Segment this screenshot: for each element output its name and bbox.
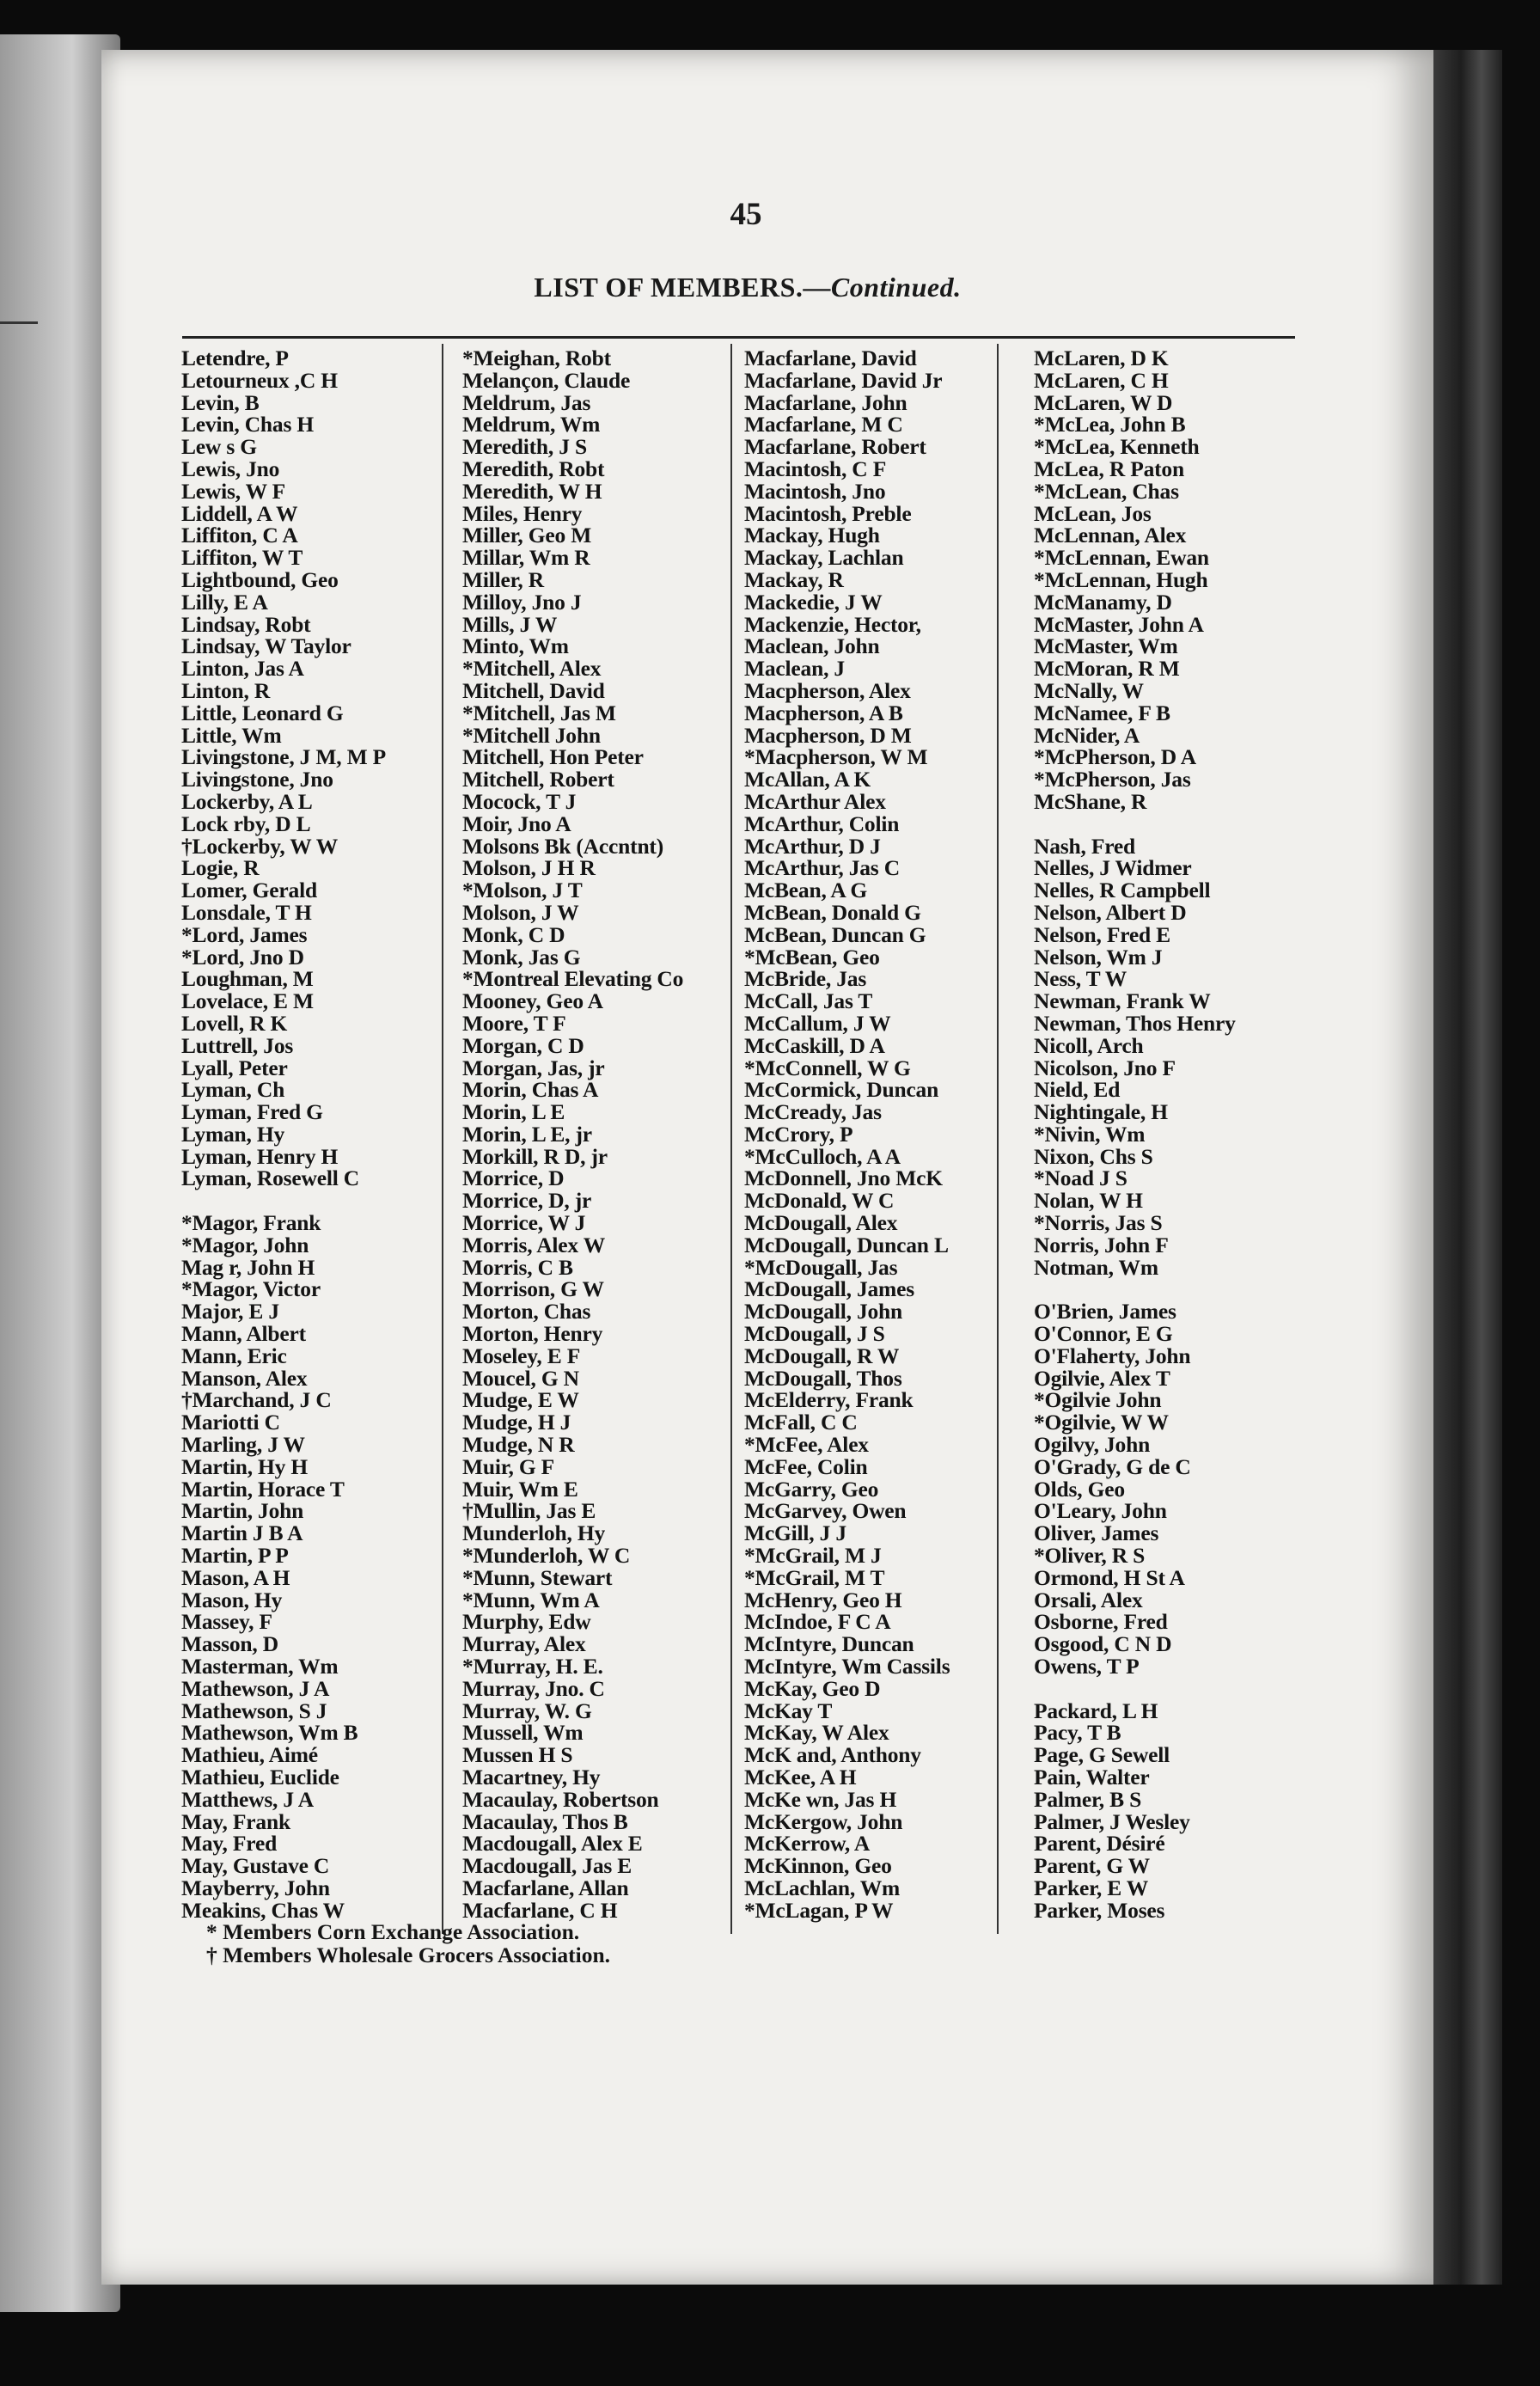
member-entry: Osgood, C N D bbox=[1034, 1631, 1172, 1657]
member-entry: Mocock, T J bbox=[462, 788, 577, 814]
facing-page-rule bbox=[0, 321, 38, 324]
member-entry: Linton, Jas A bbox=[181, 656, 304, 682]
member-entry: Mudge, H J bbox=[462, 1410, 571, 1435]
member-entry: Lockerby, A L bbox=[181, 788, 313, 814]
member-entry: Ogilvy, John bbox=[1034, 1432, 1151, 1458]
member-entry: Murray, W. G bbox=[462, 1698, 592, 1723]
member-entry: Macfarlane, M C bbox=[744, 412, 903, 437]
member-entry: Millar, Wm R bbox=[462, 545, 590, 571]
member-entry: Mitchell, Robert bbox=[462, 767, 614, 792]
member-entry: McNider, A bbox=[1034, 722, 1140, 748]
member-entry: Lovell, R K bbox=[181, 1010, 288, 1036]
member-entry: Macpherson, Alex bbox=[744, 677, 911, 703]
member-entry: Molson, J W bbox=[462, 899, 579, 925]
member-entry: McKerrow, A bbox=[744, 1831, 871, 1857]
member-entry: Mann, Eric bbox=[181, 1343, 287, 1368]
member-entry: *Magor, Frank bbox=[181, 1210, 321, 1236]
member-entry: Macaulay, Robertson bbox=[462, 1786, 659, 1812]
member-entry: Nelson, Wm J bbox=[1034, 944, 1163, 970]
member-entry: O'Connor, E G bbox=[1034, 1321, 1173, 1347]
member-entry: McK and, Anthony bbox=[744, 1742, 921, 1768]
member-entry: Lomer, Gerald bbox=[181, 878, 317, 903]
member-entry: Moucel, G N bbox=[462, 1365, 579, 1391]
member-entry: Meredith, W H bbox=[462, 478, 602, 504]
members-column-2 bbox=[462, 347, 737, 1922]
member-entry: *Molson, J T bbox=[462, 878, 583, 903]
member-entry: McLea, R Paton bbox=[1034, 456, 1184, 481]
member-entry: McDonald, W C bbox=[744, 1188, 895, 1214]
member-entry: Mayberry, John bbox=[181, 1875, 330, 1900]
member-entry: *McConnell, W G bbox=[744, 1055, 911, 1080]
member-entry: McKinnon, Geo bbox=[744, 1853, 892, 1879]
member-entry: *Meighan, Robt bbox=[462, 346, 611, 370]
member-entry: McBean, Duncan G bbox=[744, 921, 926, 947]
member-entry: Lewis, Jno bbox=[181, 456, 280, 481]
member-entry: Owens, T P bbox=[1034, 1654, 1140, 1679]
letter-group-gap bbox=[181, 1190, 456, 1212]
member-entry: Murphy, Edw bbox=[462, 1609, 591, 1635]
member-entry: Nicolson, Jno F bbox=[1034, 1055, 1176, 1080]
member-entry: Mason, A H bbox=[181, 1564, 290, 1590]
member-entry: *Ogilvie, W W bbox=[1034, 1410, 1169, 1435]
member-entry: McLaren, W D bbox=[1034, 389, 1173, 415]
member-entry: McKergow, John bbox=[744, 1808, 903, 1834]
member-entry: Packard, L H bbox=[1034, 1698, 1158, 1723]
member-entry: Notman, Wm bbox=[1034, 1254, 1158, 1280]
member-entry: McLaren, D K bbox=[1034, 346, 1169, 370]
member-entry: Morgan, Jas, jr bbox=[462, 1055, 605, 1080]
member-entry: *McGrail, M T bbox=[744, 1564, 885, 1590]
member-entry: Marling, J W bbox=[181, 1432, 305, 1458]
member-entry: Massey, F bbox=[181, 1609, 272, 1635]
member-entry: Murray, Alex bbox=[462, 1631, 586, 1657]
member-entry: Liffiton, C A bbox=[181, 523, 298, 548]
member-entry: *Murray, H. E. bbox=[462, 1654, 603, 1679]
member-entry: Mackay, R bbox=[744, 566, 844, 592]
member-entry: May, Frank bbox=[181, 1808, 290, 1834]
member-entry: Meredith, Robt bbox=[462, 456, 605, 481]
member-entry: Morton, Henry bbox=[462, 1321, 603, 1347]
member-entry: Mooney, Geo A bbox=[462, 988, 603, 1014]
member-entry: *Lord, James bbox=[181, 921, 308, 947]
member-entry: McBean, A G bbox=[744, 878, 868, 903]
member-entry: McMoran, R M bbox=[1034, 656, 1180, 682]
member-entry: Palmer, J Wesley bbox=[1034, 1808, 1190, 1834]
member-entry: Lilly, E A bbox=[181, 589, 268, 615]
heading-main: LIST OF MEMBERS.— bbox=[534, 272, 831, 303]
member-entry: *McPherson, Jas bbox=[1034, 767, 1191, 792]
book-edge bbox=[1433, 50, 1502, 2285]
member-entry: *Lord, Jno D bbox=[181, 944, 304, 970]
member-entry: Morkill, R D, jr bbox=[462, 1143, 608, 1169]
member-entry: Nelles, J Widmer bbox=[1034, 855, 1192, 881]
member-entry: McKay T bbox=[744, 1698, 833, 1723]
member-entry: McDougall, Duncan L bbox=[744, 1232, 949, 1257]
member-entry: Osborne, Fred bbox=[1034, 1609, 1168, 1635]
member-entry: Livingstone, Jno bbox=[181, 767, 333, 792]
member-entry: Linton, R bbox=[181, 677, 271, 703]
member-entry: Mudge, E W bbox=[462, 1387, 579, 1413]
member-entry: Mackay, Lachlan bbox=[744, 545, 904, 571]
member-entry: Moseley, E F bbox=[462, 1343, 581, 1368]
member-entry: McKe wn, Jas H bbox=[744, 1786, 897, 1812]
member-entry: Morin, Chas A bbox=[462, 1077, 599, 1103]
member-entry: †Mullin, Jas E bbox=[462, 1498, 596, 1524]
member-entry: McMaster, John A bbox=[1034, 611, 1204, 637]
member-entry: Levin, Chas H bbox=[181, 412, 314, 437]
member-entry: Molson, J H R bbox=[462, 855, 596, 881]
member-entry: Little, Leonard G bbox=[181, 700, 344, 725]
members-column-4 bbox=[1034, 347, 1309, 1922]
member-entry: †Lockerby, W W bbox=[181, 833, 339, 859]
member-entry: McDougall, Thos bbox=[744, 1365, 902, 1391]
member-entry: Mathewson, S J bbox=[181, 1698, 327, 1723]
member-entry: Lyman, Henry H bbox=[181, 1143, 339, 1169]
member-entry: McKay, Geo D bbox=[744, 1675, 881, 1701]
member-entry: Morrice, D, jr bbox=[462, 1188, 592, 1214]
members-column-3 bbox=[744, 347, 1019, 1922]
member-entry: Martin, John bbox=[181, 1498, 304, 1524]
member-entry: Mitchell, David bbox=[462, 677, 605, 703]
member-entry: Matthews, J A bbox=[181, 1786, 314, 1812]
member-entry: Lewis, W F bbox=[181, 478, 286, 504]
member-entry: McMaster, Wm bbox=[1034, 633, 1178, 659]
member-entry: Macfarlane, Allan bbox=[462, 1875, 629, 1900]
member-entry: *Norris, Jas S bbox=[1034, 1210, 1163, 1236]
member-entry: Macfarlane, David Jr bbox=[744, 367, 943, 393]
member-entry: *Oliver, R S bbox=[1034, 1543, 1146, 1569]
member-entry: Norris, John F bbox=[1034, 1232, 1169, 1257]
member-entry: May, Fred bbox=[181, 1831, 278, 1857]
member-entry: Morin, L E bbox=[462, 1099, 565, 1125]
member-entry: Olds, Geo bbox=[1034, 1476, 1125, 1502]
member-entry: *Nivin, Wm bbox=[1034, 1121, 1146, 1147]
member-entry: McCrory, P bbox=[744, 1121, 853, 1147]
heading-rule bbox=[182, 336, 1295, 339]
member-entry: *Montreal Elevating Co bbox=[462, 966, 684, 992]
member-entry: *Magor, Victor bbox=[181, 1276, 321, 1302]
letter-group-gap bbox=[1034, 1678, 1309, 1700]
member-entry: Nelson, Albert D bbox=[1034, 899, 1187, 925]
member-entry: O'Leary, John bbox=[1034, 1498, 1167, 1524]
member-entry: O'Grady, G de C bbox=[1034, 1453, 1191, 1479]
member-entry: Maclean, John bbox=[744, 633, 880, 659]
member-entry: Ness, T W bbox=[1034, 966, 1128, 992]
member-entry: McNamee, F B bbox=[1034, 700, 1170, 725]
member-entry: Meldrum, Wm bbox=[462, 412, 601, 437]
footnotes bbox=[206, 1920, 808, 1967]
member-entry: McHenry, Geo H bbox=[744, 1587, 902, 1612]
member-entry: Macintosh, C F bbox=[744, 456, 887, 481]
members-column-1 bbox=[181, 347, 456, 1922]
member-entry: McDougall, Alex bbox=[744, 1210, 898, 1236]
member-entry: *McBean, Geo bbox=[744, 944, 880, 970]
member-entry: Molsons Bk (Accntnt) bbox=[462, 833, 664, 859]
member-entry: McKee, A H bbox=[744, 1765, 857, 1790]
member-entry: Nightingale, H bbox=[1034, 1099, 1168, 1125]
member-entry: McGarvey, Owen bbox=[744, 1498, 907, 1524]
member-entry: McArthur, D J bbox=[744, 833, 881, 859]
member-entry: McLachlan, Wm bbox=[744, 1875, 901, 1900]
member-entry: Lindsay, W Taylor bbox=[181, 633, 351, 659]
member-entry: Macpherson, D M bbox=[744, 722, 912, 748]
member-entry: Mathewson, J A bbox=[181, 1675, 330, 1701]
member-entry: Parker, E W bbox=[1034, 1875, 1149, 1900]
member-entry: Nelles, R Campbell bbox=[1034, 878, 1211, 903]
member-entry: Ogilvie, Alex T bbox=[1034, 1365, 1170, 1391]
member-entry: Mills, J W bbox=[462, 611, 558, 637]
member-entry: Orsali, Alex bbox=[1034, 1587, 1143, 1612]
member-entry: Macdougall, Jas E bbox=[462, 1853, 632, 1879]
member-entry: *McFee, Alex bbox=[744, 1432, 869, 1458]
member-entry: Lindsay, Robt bbox=[181, 611, 311, 637]
member-entry: Mitchell, Hon Peter bbox=[462, 744, 644, 770]
member-entry: *Mitchell, Alex bbox=[462, 656, 602, 682]
footnote-corn-exchange: * Members Corn Exchange Association. bbox=[206, 1919, 580, 1944]
member-entry: McDougall, R W bbox=[744, 1343, 900, 1368]
page-heading bbox=[481, 272, 1014, 303]
member-entry: McCall, Jas T bbox=[744, 988, 873, 1014]
member-entry: McArthur Alex bbox=[744, 788, 886, 814]
member-entry: *Noad J S bbox=[1034, 1165, 1128, 1191]
member-entry: McBean, Donald G bbox=[744, 899, 921, 925]
member-entry: Newman, Frank W bbox=[1034, 988, 1211, 1014]
member-entry: Newman, Thos Henry bbox=[1034, 1010, 1236, 1036]
member-entry: McAllan, A K bbox=[744, 767, 871, 792]
member-entry: Lew s G bbox=[181, 434, 257, 460]
member-entry: Macintosh, Jno bbox=[744, 478, 886, 504]
member-entry: Mussen H S bbox=[462, 1742, 573, 1768]
member-entry: Meredith, J S bbox=[462, 434, 587, 460]
member-entry: Mackay, Hugh bbox=[744, 523, 880, 548]
member-entry: Meldrum, Jas bbox=[462, 389, 591, 415]
member-entry: McFee, Colin bbox=[744, 1453, 868, 1479]
member-entry: Lonsdale, T H bbox=[181, 899, 312, 925]
member-entry: Livingstone, J M, M P bbox=[181, 744, 387, 770]
member-entry: Lock rby, D L bbox=[181, 811, 311, 836]
member-entry: Lightbound, Geo bbox=[181, 566, 339, 592]
member-entry: Mariotti C bbox=[181, 1410, 280, 1435]
member-entry: Levin, B bbox=[181, 389, 260, 415]
member-entry: McFall, C C bbox=[744, 1410, 858, 1435]
member-entry: Milloy, Jno J bbox=[462, 589, 582, 615]
member-entry: Macfarlane, David bbox=[744, 346, 917, 370]
member-entry: Macaulay, Thos B bbox=[462, 1808, 628, 1834]
member-entry: Moore, T F bbox=[462, 1010, 566, 1036]
member-entry: Muir, G F bbox=[462, 1453, 555, 1479]
member-entry: McCallum, J W bbox=[744, 1010, 891, 1036]
member-entry: McGill, J J bbox=[744, 1520, 846, 1546]
member-entry: Mathewson, Wm B bbox=[181, 1720, 358, 1746]
member-entry: McIntyre, Wm Cassils bbox=[744, 1654, 950, 1679]
member-entry: Palmer, B S bbox=[1034, 1786, 1142, 1812]
member-entry: Macpherson, A B bbox=[744, 700, 903, 725]
member-entry: McManamy, D bbox=[1034, 589, 1172, 615]
member-entry: McGarry, Geo bbox=[744, 1476, 879, 1502]
member-entry: Liddell, A W bbox=[181, 500, 298, 526]
heading-continued: Continued. bbox=[830, 272, 962, 303]
member-entry: Luttrell, Jos bbox=[181, 1032, 294, 1058]
member-entry: Miller, Geo M bbox=[462, 523, 592, 548]
member-entry: Loughman, M bbox=[181, 966, 314, 992]
footnote-wholesale-grocers: † Members Wholesale Grocers Association. bbox=[206, 1942, 611, 1967]
member-entry: McCready, Jas bbox=[744, 1099, 882, 1125]
member-entry: *McGrail, M J bbox=[744, 1543, 882, 1569]
member-entry: *McPherson, D A bbox=[1034, 744, 1196, 770]
member-entry: *McLennan, Hugh bbox=[1034, 566, 1208, 592]
member-entry: Macfarlane, Robert bbox=[744, 434, 926, 460]
member-entry: McCaskill, D A bbox=[744, 1032, 885, 1058]
member-entry: *McLea, Kenneth bbox=[1034, 434, 1200, 460]
member-entry: McElderry, Frank bbox=[744, 1387, 914, 1413]
member-entry: *Munn, Stewart bbox=[462, 1564, 613, 1590]
member-entry: Maclean, J bbox=[744, 656, 845, 682]
member-entry: Mackenzie, Hector, bbox=[744, 611, 921, 637]
member-entry: Masterman, Wm bbox=[181, 1654, 339, 1679]
member-entry: Morrison, G W bbox=[462, 1276, 604, 1302]
letter-group-gap bbox=[1034, 813, 1309, 835]
member-entry: Nixon, Chs S bbox=[1034, 1143, 1153, 1169]
member-entry: Morris, C B bbox=[462, 1254, 573, 1280]
member-entry: *Ogilvie John bbox=[1034, 1387, 1162, 1413]
member-entry: McIntyre, Duncan bbox=[744, 1631, 914, 1657]
member-entry: McBride, Jas bbox=[744, 966, 867, 992]
member-entry: Lovelace, E M bbox=[181, 988, 314, 1014]
member-entry: Masson, D bbox=[181, 1631, 278, 1657]
member-entry: Macdougall, Alex E bbox=[462, 1831, 643, 1857]
member-entry: Mathieu, Euclide bbox=[181, 1765, 339, 1790]
member-entry: Nelson, Fred E bbox=[1034, 921, 1170, 947]
member-entry: Nicoll, Arch bbox=[1034, 1032, 1144, 1058]
member-entry: McLaren, C H bbox=[1034, 367, 1169, 393]
member-entry: Morrice, D bbox=[462, 1165, 565, 1191]
member-entry: Nolan, W H bbox=[1034, 1188, 1143, 1214]
member-entry: Parent, Désiré bbox=[1034, 1831, 1165, 1857]
member-entry: Mason, Hy bbox=[181, 1587, 283, 1612]
member-entry: Macartney, Hy bbox=[462, 1765, 601, 1790]
member-entry: *Munderloh, W C bbox=[462, 1543, 631, 1569]
member-entry: Letourneux ,C H bbox=[181, 367, 338, 393]
member-entry: †Marchand, J C bbox=[181, 1387, 332, 1413]
member-entry: Morrice, W J bbox=[462, 1210, 586, 1236]
member-entry: Munderloh, Hy bbox=[462, 1520, 606, 1546]
member-entry: McDougall, James bbox=[744, 1276, 914, 1302]
member-entry: Nash, Fred bbox=[1034, 833, 1135, 859]
member-entry: Major, E J bbox=[181, 1299, 279, 1325]
member-entry: Martin, P P bbox=[181, 1543, 289, 1569]
member-entry: Moir, Jno A bbox=[462, 811, 571, 836]
member-entry: Little, Wm bbox=[181, 722, 282, 748]
member-entry: *Macpherson, W M bbox=[744, 744, 928, 770]
member-entry: Miller, R bbox=[462, 566, 544, 592]
member-entry: Manson, Alex bbox=[181, 1365, 308, 1391]
member-entry: Mackedie, J W bbox=[744, 589, 883, 615]
member-entry: O'Brien, James bbox=[1034, 1299, 1176, 1325]
member-entry: Morris, Alex W bbox=[462, 1232, 605, 1257]
member-entry: *Magor, John bbox=[181, 1232, 309, 1257]
member-entry: Logie, R bbox=[181, 855, 260, 881]
member-entry: Miles, Henry bbox=[462, 500, 583, 526]
letter-group-gap bbox=[1034, 1278, 1309, 1300]
member-entry: McShane, R bbox=[1034, 788, 1147, 814]
member-entry: *McCulloch, A A bbox=[744, 1143, 901, 1169]
member-entry: Melançon, Claude bbox=[462, 367, 631, 393]
member-entry: McArthur, Colin bbox=[744, 811, 900, 836]
member-entry: Mag r, John H bbox=[181, 1254, 315, 1280]
member-entry: McNally, W bbox=[1034, 677, 1144, 703]
member-entry: Mathieu, Aimé bbox=[181, 1742, 318, 1768]
member-entry: Morin, L E, jr bbox=[462, 1121, 592, 1147]
member-entry: *Munn, Wm A bbox=[462, 1587, 600, 1612]
member-entry: McDougall, John bbox=[744, 1299, 903, 1325]
member-entry: Monk, C D bbox=[462, 921, 565, 947]
member-entry: McLennan, Alex bbox=[1034, 523, 1187, 548]
member-entry: Martin J B A bbox=[181, 1520, 303, 1546]
member-entry: Martin, Horace T bbox=[181, 1476, 345, 1502]
member-entry: Liffiton, W T bbox=[181, 545, 303, 571]
member-entry: Lyman, Fred G bbox=[181, 1099, 323, 1125]
member-entry: May, Gustave C bbox=[181, 1853, 330, 1879]
member-entry: *McDougall, Jas bbox=[744, 1254, 898, 1280]
member-entry: *McLennan, Ewan bbox=[1034, 545, 1209, 571]
member-entry: Pain, Walter bbox=[1034, 1765, 1150, 1790]
member-entry: Macfarlane, John bbox=[744, 389, 908, 415]
member-entry: McDonnell, Jno McK bbox=[744, 1165, 943, 1191]
page-number: 45 bbox=[730, 197, 762, 232]
member-entry: McDougall, J S bbox=[744, 1321, 885, 1347]
member-entry: Pacy, T B bbox=[1034, 1720, 1121, 1746]
member-entry: Muir, Wm E bbox=[462, 1476, 578, 1502]
member-entry: O'Flaherty, John bbox=[1034, 1343, 1191, 1368]
member-entry: Mudge, N R bbox=[462, 1432, 575, 1458]
member-entry: Mussell, Wm bbox=[462, 1720, 584, 1746]
member-entry: McLean, Jos bbox=[1034, 500, 1152, 526]
member-entry: Macintosh, Preble bbox=[744, 500, 912, 526]
member-entry: McCormick, Duncan bbox=[744, 1077, 939, 1103]
member-entry: McArthur, Jas C bbox=[744, 855, 900, 881]
member-entry: Lyall, Peter bbox=[181, 1055, 288, 1080]
member-entry: *McLean, Chas bbox=[1034, 478, 1179, 504]
member-entry: Page, G Sewell bbox=[1034, 1742, 1170, 1768]
member-entry: Lyman, Hy bbox=[181, 1121, 285, 1147]
member-entry: Morton, Chas bbox=[462, 1299, 591, 1325]
member-entry: Martin, Hy H bbox=[181, 1453, 309, 1479]
member-entry: Macfarlane, C H bbox=[462, 1897, 618, 1923]
member-entry: Lyman, Rosewell C bbox=[181, 1165, 359, 1191]
member-entry: *McLea, John B bbox=[1034, 412, 1186, 437]
member-entry: *Mitchell, Jas M bbox=[462, 700, 616, 725]
member-entry: Mann, Albert bbox=[181, 1321, 306, 1347]
member-entry: Monk, Jas G bbox=[462, 944, 581, 970]
member-entry: Letendre, P bbox=[181, 346, 289, 370]
member-entry: Parker, Moses bbox=[1034, 1897, 1165, 1923]
member-entry: Murray, Jno. C bbox=[462, 1675, 605, 1701]
member-entry: *McLagan, P W bbox=[744, 1897, 894, 1923]
member-entry: Ormond, H St A bbox=[1034, 1564, 1185, 1590]
member-entry: Nield, Ed bbox=[1034, 1077, 1121, 1103]
member-entry: Parent, G W bbox=[1034, 1853, 1150, 1879]
member-entry: McKay, W Alex bbox=[744, 1720, 889, 1746]
member-entry: Lyman, Ch bbox=[181, 1077, 285, 1103]
member-entry: McIndoe, F C A bbox=[744, 1609, 891, 1635]
member-entry: Oliver, James bbox=[1034, 1520, 1159, 1546]
member-entry: *Mitchell John bbox=[462, 722, 601, 748]
member-entry: Morgan, C D bbox=[462, 1032, 584, 1058]
member-entry: Meakins, Chas W bbox=[181, 1897, 345, 1923]
member-entry: Minto, Wm bbox=[462, 633, 569, 659]
